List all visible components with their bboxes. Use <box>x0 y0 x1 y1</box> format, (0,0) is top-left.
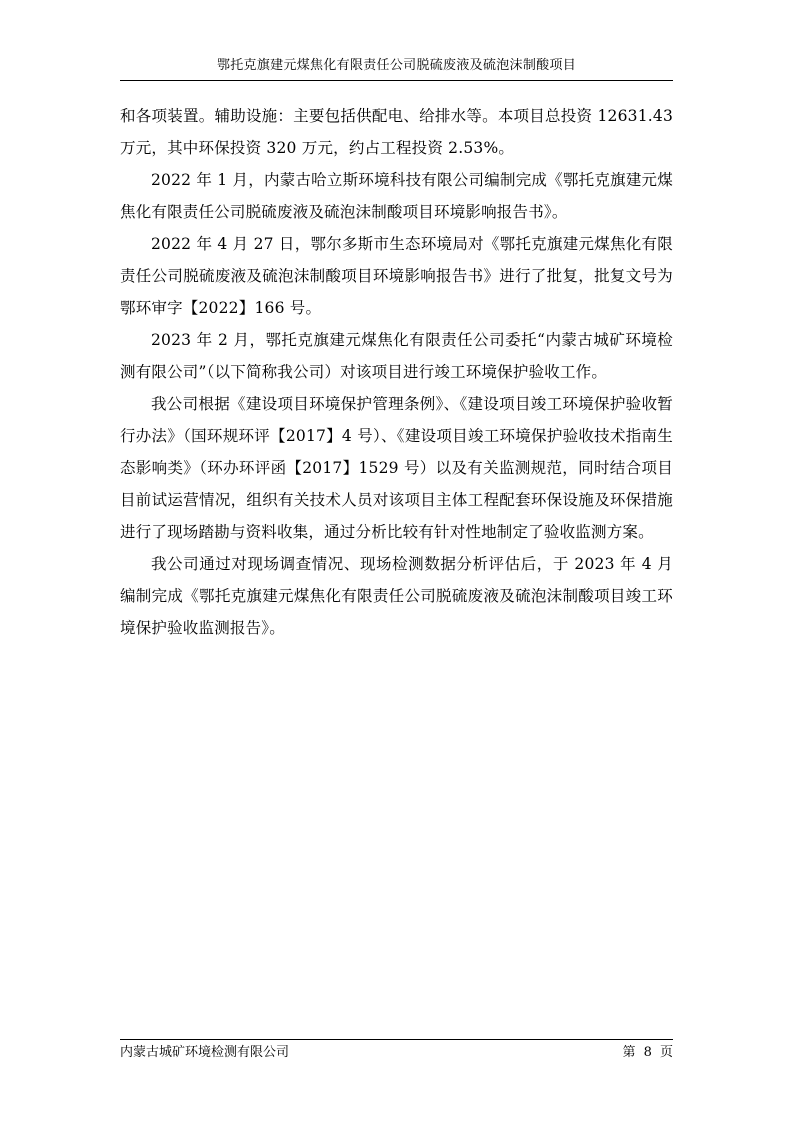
header-title: 鄂托克旗建元煤焦化有限责任公司脱硫废液及硫泡沫制酸项目 <box>216 58 577 73</box>
paragraph-report-completion: 我公司通过对现场调查情况、现场检测数据分析评估后，于 2023 年 4 月编制完成《鄂托克旗建元煤焦化有限责任公司脱硫废液及硫泡沫制酸项目竣工环境保护验收监测报告》。 <box>120 555 673 637</box>
page-number: 第 8 页 <box>622 1045 673 1060</box>
paragraph-basis: 我公司根据《建设项目环境保护管理条例》、《建设项目竣工环境保护验收暂行办法》（国环规环评【2017】4 号）、《建设项目竣工环境保护验收技术指南生态影响类》（环办环评函【2017】1529 号）以及有关监测规范，同时结合项目目前试运营情况，组织有关技术人员对该项目主体工程配套环保设施及环保措施进行了现场踏勘与资料收集，通过分析比较有针对性地制定了验收监测方案。 <box>120 395 673 541</box>
paragraph-commission: 2023 年 2 月，鄂托克旗建元煤焦化有限责任公司委托“内蒙古城矿环境检测有限公司”（以下简称我公司）对该项目进行竣工环境保护验收工作。 <box>120 331 673 381</box>
paragraph-approval: 2022 年 4 月 27 日，鄂尔多斯市生态环境局对《鄂托克旗建元煤焦化有限责任公司脱硫废液及硫泡沫制酸项目环境影响报告书》进行了批复，批复文号为鄂环审字【2022】166 号。 <box>120 235 673 317</box>
paragraph-eia-report: 2022 年 1 月，内蒙古哈立斯环境科技有限公司编制完成《鄂托克旗建元煤焦化有限责任公司脱硫废液及硫泡沫制酸项目环境影响报告书》。 <box>120 171 673 221</box>
page-header <box>120 56 673 81</box>
paragraph-continuation: 和各项装置。辅助设施：主要包括供配电、给排水等。本项目总投资 12631.43 万元，其中环保投资 320 万元，约占工程投资 2.53%。 <box>120 107 673 157</box>
page-footer <box>120 1039 673 1063</box>
footer-company: 内蒙古城矿环境检测有限公司 <box>120 1045 290 1060</box>
document-body <box>120 100 673 644</box>
